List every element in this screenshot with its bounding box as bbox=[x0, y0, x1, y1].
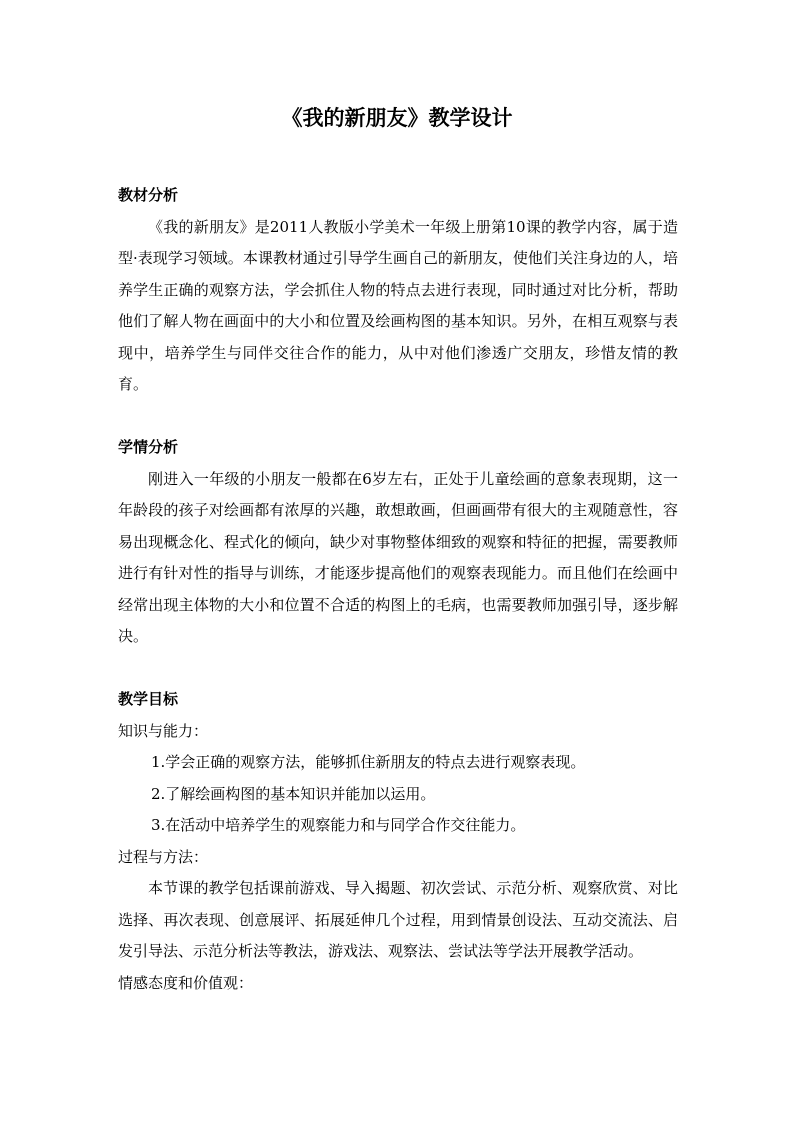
goal-item: 2.了解绘画构图的基本知识并能加以运用。 bbox=[151, 784, 436, 803]
process-method-label: 过程与方法： bbox=[118, 847, 209, 866]
section-spacer bbox=[118, 401, 678, 433]
goal-item: 3.在活动中培养学生的观察能力和与同学合作交往能力。 bbox=[151, 816, 526, 834]
section-spacer bbox=[118, 653, 678, 685]
student-analysis-paragraph: 刚进入一年级的小朋友一般都在6岁左右，正处于儿童绘画的意象表现期，这一年龄段的孩子对绘画都有浓厚的兴趣，敢想敢画，但画画带有很大的主观随意性，容易出现概念化、程式化的倾向，缺少对事物整体细致的观察和特征的把握，需要教师进行有针对性的指导与训练，才能逐步提高他们的观察表现能力。而且他们在绘画中经常出现主体物的大小和位置不合适的构图上的毛病，也需要教师加强引导，逐步解决。 bbox=[118, 469, 678, 645]
document-title: 《我的新朋友》教学设计 bbox=[281, 105, 513, 130]
emotion-values-label: 情感态度和价值观： bbox=[118, 973, 254, 992]
goal-item: 1.学会正确的观察方法，能够抓住新朋友的特点去进行观察表现。 bbox=[151, 753, 586, 771]
textbook-analysis-paragraph: 《我的新朋友》是2011人教版小学美术一年级上册第10课的教学内容，属于造型·表现学习领域。本课教材通过引导学生画自己的新朋友，使他们关注身边的人，培养学生正确的观察方法，学会抓住人物的特点去进行表现，同时通过对比分析，帮助他们了解人物在画面中的大小和位置及绘画构图的基本知识。另外，在相互观察与表现中，培养学生与同伴交往合作的能力，从中对他们渗透广交朋友，珍惜友情的教育。 bbox=[118, 217, 678, 393]
knowledge-ability-label: 知识与能力： bbox=[118, 721, 209, 740]
section-heading-goals: 教学目标 bbox=[118, 690, 179, 708]
process-method-paragraph: 本节课的教学包括课前游戏、导入揭题、初次尝试、示范分析、观察欣赏、对比选择、再次表现、创意展评、拓展延伸几个过程，用到情景创设法、互动交流法、启发引导法、示范分析法等教法，游戏法、观察法、尝试法等学法开展教学活动。 bbox=[118, 879, 678, 960]
section-heading-textbook: 教材分析 bbox=[118, 186, 179, 204]
document-body bbox=[118, 180, 678, 999]
section-heading-students: 学情分析 bbox=[118, 438, 179, 456]
